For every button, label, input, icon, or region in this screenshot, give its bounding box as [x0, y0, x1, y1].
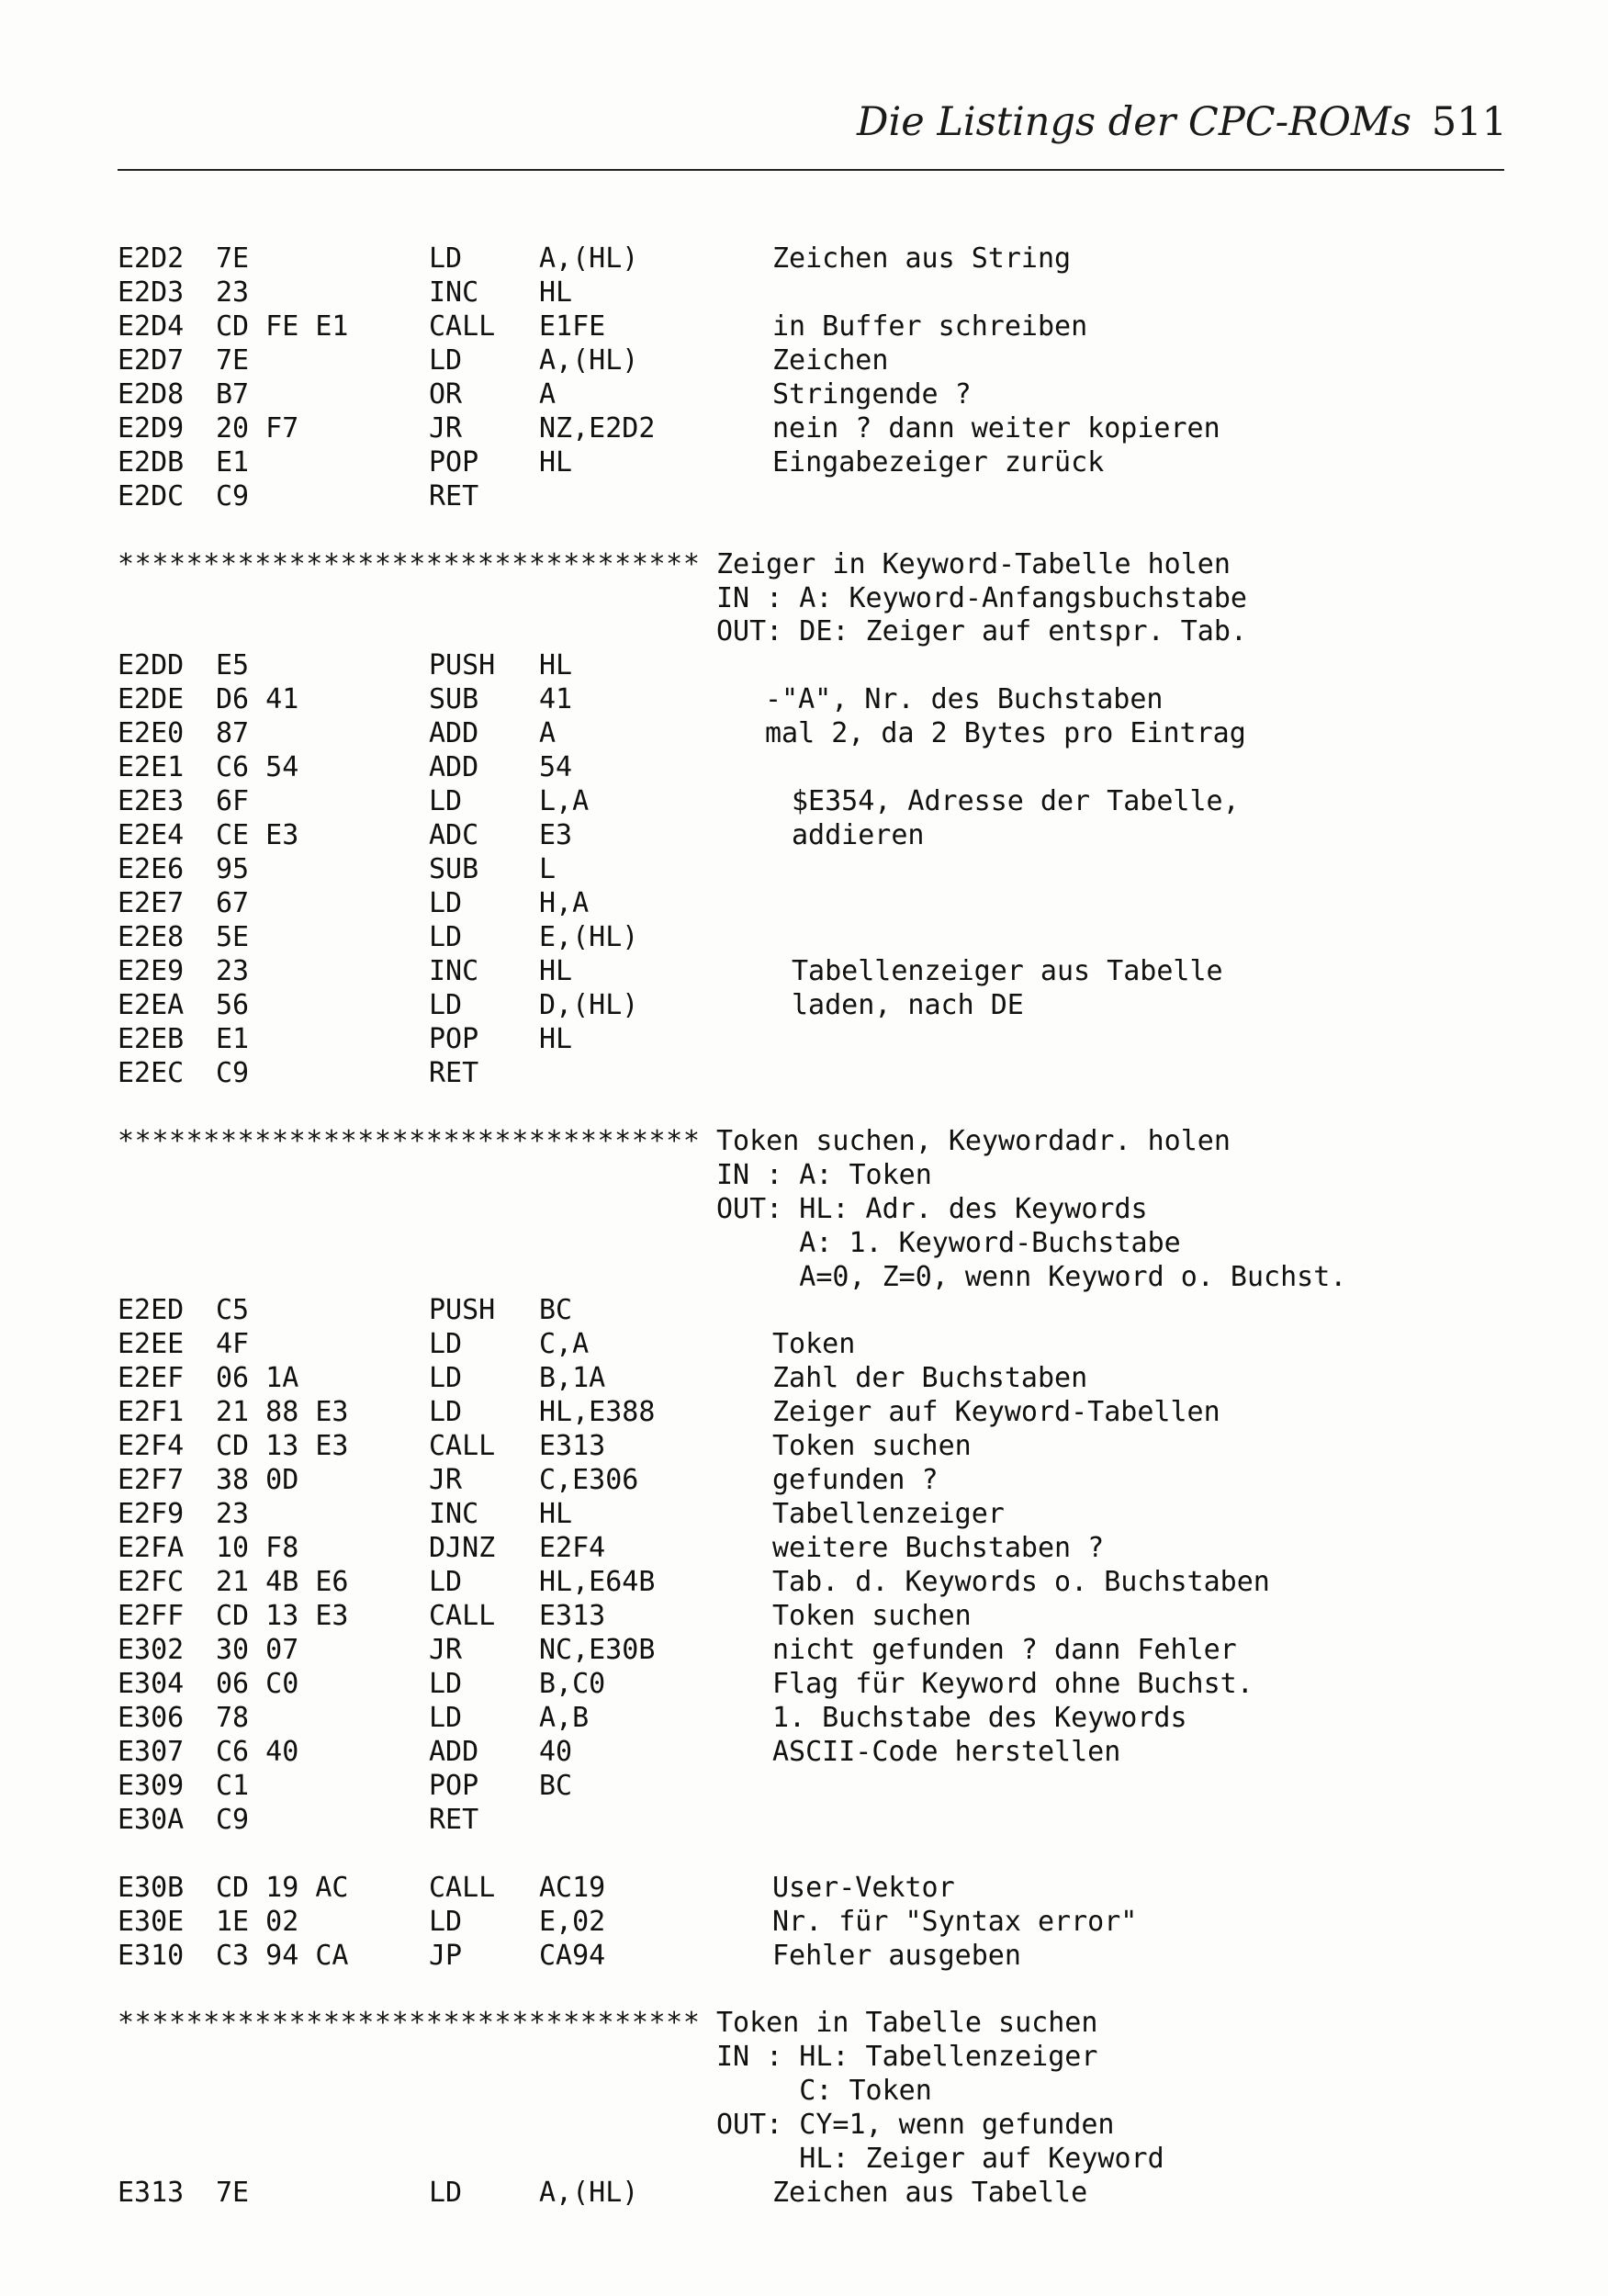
mnemonic: SUB	[429, 853, 479, 886]
operand: B,C0	[539, 1667, 606, 1700]
opcode-bytes: C9	[216, 479, 250, 512]
mnemonic: LD	[429, 1701, 463, 1734]
mnemonic: POP	[429, 1769, 479, 1802]
mnemonic: JR	[429, 1464, 463, 1497]
comment: Stringende ?	[772, 377, 972, 411]
comment: Zeichen aus String	[772, 242, 1072, 275]
opcode-bytes: 6F	[216, 785, 250, 818]
address: E2D3	[118, 276, 185, 309]
address: E2EC	[118, 1056, 185, 1089]
operand: L	[539, 853, 557, 886]
description-line: IN : A: Keyword-Anfangsbuchstabe	[716, 581, 1247, 614]
code-line	[118, 1566, 1495, 1600]
operand: HL,E64B	[539, 1566, 656, 1599]
opcode-bytes: C6 40	[216, 1735, 299, 1768]
code-line	[118, 1634, 1495, 1668]
operand: E2F4	[539, 1532, 606, 1565]
section-title: Token in Tabelle suchen	[716, 2007, 1098, 2040]
mnemonic: CALL	[429, 310, 496, 343]
mnemonic: CALL	[429, 1871, 496, 1904]
mnemonic: SUB	[429, 683, 479, 716]
code-line	[118, 1362, 1495, 1396]
comment: Zahl der Buchstaben	[772, 1362, 1088, 1395]
address: E2DB	[118, 445, 185, 478]
section-description	[118, 2143, 1495, 2177]
comment: Tabellenzeiger	[772, 1498, 1005, 1531]
mnemonic: LD	[429, 1362, 463, 1395]
mnemonic: POP	[429, 445, 479, 478]
asterisk-rule: **********************************	[118, 547, 701, 580]
code-line	[118, 1430, 1495, 1464]
comment: Tab. d. Keywords o. Buchstaben	[772, 1566, 1270, 1599]
opcode-bytes: 23	[216, 1498, 250, 1531]
comment: Token suchen	[772, 1600, 972, 1632]
opcode-bytes: C5	[216, 1294, 250, 1327]
opcode-bytes: 95	[216, 853, 250, 886]
opcode-bytes: 7E	[216, 242, 250, 275]
code-line	[118, 1804, 1495, 1838]
opcode-bytes: C9	[216, 1803, 250, 1836]
asterisk-rule: **********************************	[118, 1124, 701, 1157]
operand: E1FE	[539, 310, 606, 343]
operand: HL	[539, 954, 573, 987]
operand: HL	[539, 445, 573, 478]
code-line	[118, 819, 1495, 853]
section-description	[118, 1159, 1495, 1193]
mnemonic: LD	[429, 1396, 463, 1429]
mnemonic: JR	[429, 1633, 463, 1666]
opcode-bytes: 1E 02	[216, 1905, 299, 1938]
blank-line	[118, 514, 1495, 548]
address: E30A	[118, 1803, 185, 1836]
mnemonic: JR	[429, 411, 463, 445]
address: E2D2	[118, 242, 185, 275]
code-line	[118, 717, 1495, 751]
code-line	[118, 1770, 1495, 1804]
mnemonic: CALL	[429, 1430, 496, 1463]
operand: E313	[539, 1430, 606, 1463]
address: E2EA	[118, 988, 185, 1021]
operand: H,A	[539, 887, 590, 920]
operand: A,B	[539, 1701, 590, 1734]
section-title: Zeiger in Keyword-Tabelle holen	[716, 547, 1231, 580]
operand: E,(HL)	[539, 921, 639, 953]
mnemonic: LD	[429, 1667, 463, 1700]
opcode-bytes: 21 4B E6	[216, 1566, 349, 1599]
address: E310	[118, 1939, 185, 1972]
comment: in Buffer schreiben	[772, 310, 1088, 343]
code-line	[118, 1057, 1495, 1091]
mnemonic: LD	[429, 988, 463, 1021]
asterisk-rule: **********************************	[118, 2007, 701, 2040]
section-separator	[118, 2007, 1495, 2041]
mnemonic: RET	[429, 479, 479, 512]
description-line: A: 1. Keyword-Buchstabe	[716, 1226, 1181, 1259]
address: E2E9	[118, 954, 185, 987]
code-line	[118, 276, 1495, 310]
mnemonic: LD	[429, 2177, 463, 2210]
operand: E3	[539, 819, 573, 852]
operand: A,(HL)	[539, 2177, 639, 2210]
comment: $E354, Adresse der Tabelle,	[792, 785, 1240, 818]
code-line	[118, 683, 1495, 717]
comment: nicht gefunden ? dann Fehler	[772, 1633, 1237, 1666]
description-line: C: Token	[716, 2075, 932, 2108]
code-line	[118, 853, 1495, 887]
code-line	[118, 1906, 1495, 1940]
comment: weitere Buchstaben ?	[772, 1532, 1105, 1565]
operand: 54	[539, 751, 573, 784]
description-line: A=0, Z=0, wenn Keyword o. Buchst.	[716, 1260, 1347, 1293]
operand: NZ,E2D2	[539, 411, 656, 445]
mnemonic: POP	[429, 1022, 479, 1055]
mnemonic: LD	[429, 887, 463, 920]
comment: laden, nach DE	[792, 988, 1024, 1021]
address: E2F4	[118, 1430, 185, 1463]
opcode-bytes: C6 54	[216, 751, 299, 784]
address: E309	[118, 1769, 185, 1802]
section-description	[118, 582, 1495, 616]
operand: A,(HL)	[539, 343, 639, 377]
operand: HL	[539, 649, 573, 682]
code-line	[118, 649, 1495, 683]
opcode-bytes: CD 19 AC	[216, 1871, 349, 1904]
operand: L,A	[539, 785, 590, 818]
code-line	[118, 378, 1495, 412]
address: E2FA	[118, 1532, 185, 1565]
mnemonic: PUSH	[429, 1294, 496, 1327]
address: E2E6	[118, 853, 185, 886]
comment: Flag für Keyword ohne Buchst.	[772, 1667, 1254, 1700]
comment: Zeichen aus Tabelle	[772, 2177, 1088, 2210]
code-line	[118, 2177, 1495, 2211]
address: E2F1	[118, 1396, 185, 1429]
section-separator	[118, 548, 1495, 582]
address: E2E4	[118, 819, 185, 852]
mnemonic: LD	[429, 343, 463, 377]
mnemonic: LD	[429, 785, 463, 818]
section-description	[118, 2109, 1495, 2143]
mnemonic: PUSH	[429, 649, 496, 682]
description-line: HL: Zeiger auf Keyword	[716, 2143, 1164, 2176]
description-line: OUT: HL: Adr. des Keywords	[716, 1192, 1148, 1225]
mnemonic: INC	[429, 1498, 479, 1531]
comment: ASCII-Code herstellen	[772, 1735, 1121, 1768]
operand: A,(HL)	[539, 242, 639, 275]
operand: C,E306	[539, 1464, 639, 1497]
mnemonic: OR	[429, 377, 463, 411]
address: E2E7	[118, 887, 185, 920]
address: E2E0	[118, 717, 185, 750]
operand: BC	[539, 1294, 573, 1327]
operand: CA94	[539, 1939, 606, 1972]
code-line	[118, 1328, 1495, 1362]
section-description	[118, 615, 1495, 649]
address: E2EF	[118, 1362, 185, 1395]
address: E2E3	[118, 785, 185, 818]
opcode-bytes: E1	[216, 445, 250, 478]
header-rule	[118, 169, 1504, 171]
code-line	[118, 344, 1495, 378]
address: E2D9	[118, 411, 185, 445]
code-line	[118, 310, 1495, 344]
mnemonic: ADD	[429, 751, 479, 784]
address: E2D8	[118, 377, 185, 411]
operand: D,(HL)	[539, 988, 639, 1021]
opcode-bytes: CD FE E1	[216, 310, 349, 343]
comment: Tabellenzeiger aus Tabelle	[792, 954, 1223, 987]
opcode-bytes: C3 94 CA	[216, 1939, 349, 1972]
page-number: 511	[1431, 99, 1507, 145]
opcode-bytes: C9	[216, 1056, 250, 1089]
section-description	[118, 2075, 1495, 2109]
running-header	[857, 99, 1507, 145]
address: E30E	[118, 1905, 185, 1938]
address: E2F7	[118, 1464, 185, 1497]
opcode-bytes: 38 0D	[216, 1464, 299, 1497]
comment: gefunden ?	[772, 1464, 939, 1497]
code-line	[118, 242, 1495, 276]
mnemonic: ADD	[429, 717, 479, 750]
address: E30B	[118, 1871, 185, 1904]
comment: nein ? dann weiter kopieren	[772, 411, 1220, 445]
code-line	[118, 751, 1495, 785]
code-line	[118, 1396, 1495, 1430]
code-line	[118, 989, 1495, 1023]
address: E2E1	[118, 751, 185, 784]
code-line	[118, 887, 1495, 921]
opcode-bytes: E5	[216, 649, 250, 682]
mnemonic: CALL	[429, 1600, 496, 1632]
operand: E313	[539, 1600, 606, 1632]
section-description	[118, 2041, 1495, 2075]
comment: -"A", Nr. des Buchstaben	[765, 683, 1164, 716]
comment: 1. Buchstabe des Keywords	[772, 1701, 1187, 1734]
opcode-bytes: CD 13 E3	[216, 1430, 349, 1463]
address: E2EB	[118, 1022, 185, 1055]
operand: 41	[539, 683, 573, 716]
operand: AC19	[539, 1871, 606, 1904]
mnemonic: LD	[429, 1328, 463, 1361]
opcode-bytes: 87	[216, 717, 250, 750]
opcode-bytes: 21 88 E3	[216, 1396, 349, 1429]
blank-line	[118, 1091, 1495, 1125]
address: E2DC	[118, 479, 185, 512]
mnemonic: JP	[429, 1939, 463, 1972]
blank-line	[118, 1973, 1495, 2007]
address: E2DD	[118, 649, 185, 682]
section-description	[118, 1193, 1495, 1227]
code-line	[118, 480, 1495, 514]
description-line: OUT: CY=1, wenn gefunden	[716, 2109, 1115, 2142]
code-line	[118, 1702, 1495, 1736]
comment: Fehler ausgeben	[772, 1939, 1021, 1972]
mnemonic: ADD	[429, 1735, 479, 1768]
opcode-bytes: C1	[216, 1769, 250, 1802]
comment: Token	[772, 1328, 856, 1361]
address: E2FC	[118, 1566, 185, 1599]
mnemonic: INC	[429, 276, 479, 309]
address: E2EE	[118, 1328, 185, 1361]
operand: HL	[539, 1498, 573, 1531]
address: E2ED	[118, 1294, 185, 1327]
operand: HL	[539, 1022, 573, 1055]
code-line	[118, 1736, 1495, 1770]
address: E307	[118, 1735, 185, 1768]
operand: E,02	[539, 1905, 606, 1938]
address: E306	[118, 1701, 185, 1734]
code-line	[118, 446, 1495, 480]
opcode-bytes: 67	[216, 887, 250, 920]
code-line	[118, 1600, 1495, 1634]
opcode-bytes: 30 07	[216, 1633, 299, 1666]
operand: A	[539, 717, 557, 750]
address: E2DE	[118, 683, 185, 716]
code-line	[118, 1464, 1495, 1498]
address: E2D7	[118, 343, 185, 377]
section-separator	[118, 1125, 1495, 1159]
operand: HL	[539, 276, 573, 309]
code-line	[118, 955, 1495, 989]
description-line: IN : HL: Tabellenzeiger	[716, 2041, 1098, 2074]
comment: Zeichen	[772, 343, 889, 377]
operand: B,1A	[539, 1362, 606, 1395]
operand: A	[539, 377, 557, 411]
code-line	[118, 921, 1495, 955]
address: E313	[118, 2177, 185, 2210]
opcode-bytes: 78	[216, 1701, 250, 1734]
address: E304	[118, 1667, 185, 1700]
code-line	[118, 1294, 1495, 1328]
opcode-bytes: 06 C0	[216, 1667, 299, 1700]
opcode-bytes: 56	[216, 988, 250, 1021]
code-line	[118, 1023, 1495, 1057]
operand: BC	[539, 1769, 573, 1802]
mnemonic: LD	[429, 1905, 463, 1938]
operand: C,A	[539, 1328, 590, 1361]
address: E2D4	[118, 310, 185, 343]
mnemonic: RET	[429, 1803, 479, 1836]
comment: Token suchen	[772, 1430, 972, 1463]
operand: 40	[539, 1735, 573, 1768]
code-line	[118, 412, 1495, 446]
mnemonic: LD	[429, 921, 463, 953]
blank-line	[118, 1838, 1495, 1872]
comment: Eingabezeiger zurück	[772, 445, 1105, 478]
opcode-bytes: B7	[216, 377, 250, 411]
code-line	[118, 1872, 1495, 1906]
mnemonic: INC	[429, 954, 479, 987]
opcode-bytes: 23	[216, 954, 250, 987]
section-title: Token suchen, Keywordadr. holen	[716, 1124, 1231, 1157]
opcode-bytes: 23	[216, 276, 250, 309]
opcode-bytes: D6 41	[216, 683, 299, 716]
code-line	[118, 1532, 1495, 1566]
code-line	[118, 1668, 1495, 1702]
opcode-bytes: 20 F7	[216, 411, 299, 445]
opcode-bytes: 4F	[216, 1328, 250, 1361]
comment: mal 2, da 2 Bytes pro Eintrag	[765, 717, 1246, 750]
operand: HL,E388	[539, 1396, 656, 1429]
mnemonic: LD	[429, 242, 463, 275]
opcode-bytes: CD 13 E3	[216, 1600, 349, 1632]
mnemonic: DJNZ	[429, 1532, 496, 1565]
opcode-bytes: 5E	[216, 921, 250, 953]
opcode-bytes: CE E3	[216, 819, 299, 852]
comment: addieren	[792, 819, 925, 852]
address: E302	[118, 1633, 185, 1666]
opcode-bytes: 7E	[216, 2177, 250, 2210]
mnemonic: ADC	[429, 819, 479, 852]
code-line	[118, 1940, 1495, 1974]
address: E2F9	[118, 1498, 185, 1531]
opcode-bytes: 10 F8	[216, 1532, 299, 1565]
comment: User-Vektor	[772, 1871, 955, 1904]
address: E2FF	[118, 1600, 185, 1632]
address: E2E8	[118, 921, 185, 953]
mnemonic: RET	[429, 1056, 479, 1089]
description-line: OUT: DE: Zeiger auf entspr. Tab.	[716, 615, 1247, 648]
comment: Zeiger auf Keyword-Tabellen	[772, 1396, 1220, 1429]
operand: NC,E30B	[539, 1633, 656, 1666]
section-description	[118, 1227, 1495, 1261]
description-line: IN : A: Token	[716, 1158, 932, 1191]
section-description	[118, 1261, 1495, 1295]
opcode-bytes: 06 1A	[216, 1362, 299, 1395]
running-title: Die Listings der CPC-ROMs	[857, 99, 1411, 145]
code-line	[118, 785, 1495, 819]
opcode-bytes: E1	[216, 1022, 250, 1055]
comment: Nr. für "Syntax error"	[772, 1905, 1138, 1938]
opcode-bytes: 7E	[216, 343, 250, 377]
code-line	[118, 1498, 1495, 1532]
mnemonic: LD	[429, 1566, 463, 1599]
